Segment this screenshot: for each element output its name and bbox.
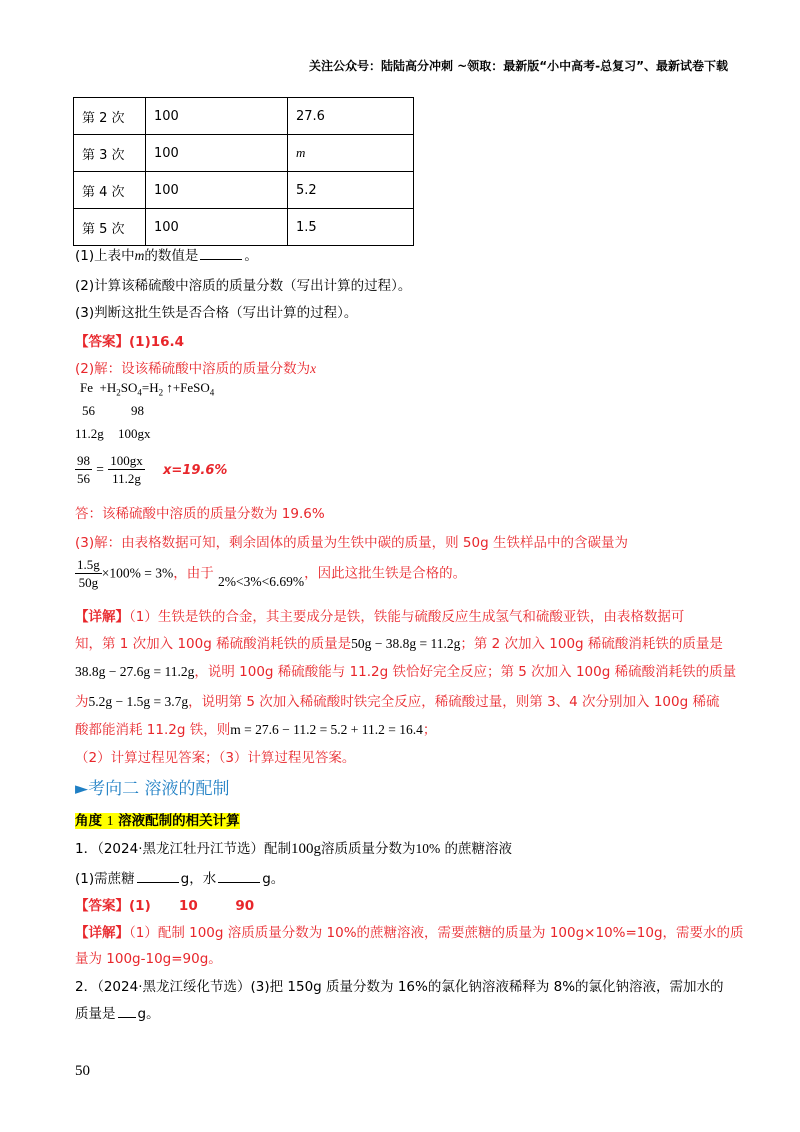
q-text: 质量是 [75, 1006, 116, 1022]
detail-tag: 【详解】 [75, 609, 129, 625]
equals: = [96, 461, 104, 477]
calc: ×100% = 3% [101, 565, 174, 581]
detail-text: （1）生铁是铁的合金，其主要成分是铁，铁能与硫酸反应生成氢气和硫酸亚铁，由表格数据可 [129, 609, 685, 625]
experiment-table [73, 97, 414, 246]
subsection-text: 溶液配制的相关计算 [113, 813, 240, 829]
answer-tag: 【答案】 [75, 334, 129, 350]
chemical-equation [80, 380, 214, 398]
detail-math: m = 27.6 − 11.2 = 5.2 + 11.2 = 16.4 [230, 722, 423, 737]
answer-blank [137, 870, 179, 883]
page-header: 关注公众号：陆陆高分冲刺 ~领取：最新版“小中高考-总复习”、最新试卷下载 [309, 59, 728, 73]
answer-tag: 【答案】 [75, 898, 129, 914]
fraction [108, 452, 145, 487]
subsection-num: 1 [106, 813, 114, 828]
detail-math: 5.2g − 1.5g = 3.7g [88, 694, 189, 709]
q1-end: 。 [244, 248, 258, 264]
detail-text: ； [422, 722, 437, 738]
table-row [74, 135, 414, 172]
q-mid: 溶质质量分数为 [321, 841, 416, 857]
table-row [74, 98, 414, 135]
table-cell: 第 3 次 [74, 135, 146, 172]
fraction [75, 556, 102, 591]
eq-part: Fe [80, 380, 93, 395]
q1-var: m [134, 248, 145, 263]
ratio-equation [75, 452, 227, 487]
eq-sub: 4 [137, 387, 142, 398]
eq-part: =H [141, 380, 159, 395]
inequality: 2%<3%<6.69% [218, 573, 305, 589]
answer-3-end: ，因此这批生铁是合格的。 [304, 565, 467, 582]
detail-text: ，说明 100g 稀硫酸能与 11.2g 铁恰好完全反应；第 5 次加入 100g 稀硫酸消耗铁的质量 [194, 664, 737, 680]
table-cell: 100 [146, 209, 288, 246]
fraction [75, 452, 92, 487]
answer-2-1 [75, 894, 254, 914]
triangle-icon: ► [75, 779, 89, 799]
subsection-highlight [75, 813, 240, 829]
detail-tag: 【详解】 [75, 925, 129, 941]
detail-text: 为 [75, 694, 89, 710]
answer-values: (1) 10 90 [129, 898, 255, 914]
question-3: (3)判断这批生铁是否合格（写出计算的过程）。 [75, 305, 358, 321]
answer-2-var: x [310, 361, 317, 376]
answer-blank [118, 1005, 136, 1018]
answer-3-mid: ，由于 [173, 565, 214, 582]
answer-line-2 [75, 357, 316, 377]
numerator: 1.5g [77, 557, 100, 572]
eq-part: +FeSO [172, 380, 210, 395]
table-row [74, 209, 414, 246]
page-number: 50 [75, 1063, 90, 1079]
detail-line-1 [75, 605, 684, 625]
question-2-1 [75, 837, 512, 858]
detail-line-3 [75, 660, 736, 680]
table-cell: 100 [146, 98, 288, 135]
eq-sub: 4 [209, 387, 215, 398]
amount-fe: 11.2g [75, 426, 104, 441]
question-2-2-line-2 [75, 1002, 160, 1022]
answer-3-intro: (3)解：由表格数据可知，剩余固体的质量为生铁中碳的质量，则 50g 生铁样品中的含碳量为 [75, 535, 628, 551]
table-cell: 100 [146, 172, 288, 209]
table-cell: 第 5 次 [74, 209, 146, 246]
denominator: 50g [78, 575, 99, 590]
question-2-2-line-1: 2．（2024·黑龙江绥化节选）(3)把 150g 质量分数为 16%的氯化钠溶液稀释为 8%的氯化钠溶液，需加水的 [75, 979, 724, 995]
eq-sub: 2 [158, 387, 164, 398]
detail-text: （1）配制 100g 溶质质量分数为 10%的蔗糖溶液，需要蔗糖的质量为 100g×10%=10g，需要水的质 [129, 925, 744, 941]
q-mass: 100g [291, 841, 321, 857]
eq-sub: 2 [116, 387, 121, 398]
q-text: g。 [137, 1006, 160, 1022]
detail-line-2 [75, 632, 723, 652]
question-1 [75, 244, 258, 264]
q-num: 1． [75, 841, 98, 857]
table-cell: 1.5 [288, 209, 414, 246]
denominator: 56 [77, 471, 90, 486]
answer-2-conclusion: 答：该稀硫酸中溶质的质量分数为 19.6% [75, 506, 325, 522]
table-cell: m [288, 135, 414, 172]
detail-2-1-line-2: 量为 100g-10g=90g。 [75, 951, 222, 967]
x-result: x=19.6% [163, 462, 228, 478]
subsection-text: 角度 [75, 813, 107, 829]
detail-line-6: （2）计算过程见答案；（3）计算过程见答案。 [75, 750, 356, 766]
numerator: 100gx [110, 453, 143, 468]
table-row [74, 172, 414, 209]
eq-part: +H [99, 380, 117, 395]
detail-math: 50g − 38.8g = 11.2g [351, 636, 461, 651]
detail-line-4 [75, 690, 719, 710]
q1-text-2: 的数值是 [144, 248, 199, 264]
molar-mass-fe: 56 [82, 403, 95, 418]
detail-line-5 [75, 718, 436, 738]
answer-blank [200, 247, 242, 260]
detail-text: ，说明第 5 次加入稀硫酸时铁完全反应，稀硫酸过量，则第 3、4 次分别加入 100g 稀硫 [188, 694, 720, 710]
answer-blank [218, 870, 260, 883]
denominator: 11.2g [112, 471, 141, 486]
gas-arrow-icon: ↑ [166, 380, 173, 395]
section-heading [75, 774, 229, 799]
numerator: 98 [77, 453, 90, 468]
table-cell: 第 2 次 [74, 98, 146, 135]
detail-text: ；第 2 次加入 100g 稀硫酸消耗铁的质量是 [460, 636, 723, 652]
table-cell: 100 [146, 135, 288, 172]
answer-3-calc [75, 556, 466, 591]
eq-part: SO [120, 380, 138, 395]
subsection-label [75, 809, 240, 829]
q1-text: (1)上表中 [75, 248, 135, 264]
q-sub-text: g。 [262, 871, 285, 887]
answer-line-1 [75, 330, 184, 350]
answer-1: (1)16.4 [129, 334, 185, 350]
q-src: （2024·黑龙江牡丹江节选）配制 [97, 841, 291, 857]
question-2: (2)计算该稀硫酸中溶质的质量分数（写出计算的过程）。 [75, 278, 412, 294]
detail-math: 38.8g − 27.6g = 11.2g [75, 664, 195, 679]
amount-acid: 100gx [118, 426, 151, 441]
q-pct: 10% [415, 841, 441, 856]
table-cell: 27.6 [288, 98, 414, 135]
molar-mass-acid: 98 [131, 403, 144, 418]
q-sub-text: (1)需蔗糖 [75, 871, 135, 887]
section-title: 考向二 溶液的配制 [88, 779, 230, 799]
table-cell: 5.2 [288, 172, 414, 209]
q-end: 的蔗糖溶液 [444, 841, 513, 857]
table-cell: 第 4 次 [74, 172, 146, 209]
question-2-1-sub [75, 867, 284, 887]
q-sub-text: g，水 [180, 871, 217, 887]
answer-2-intro: (2)解：设该稀硫酸中溶质的质量分数为 [75, 361, 311, 377]
detail-text: 酸都能消耗 11.2g 铁，则 [75, 722, 231, 738]
detail-2-1-line-1 [75, 921, 744, 941]
detail-text: 知，第 1 次加入 100g 稀硫酸消耗铁的质量是 [75, 636, 352, 652]
